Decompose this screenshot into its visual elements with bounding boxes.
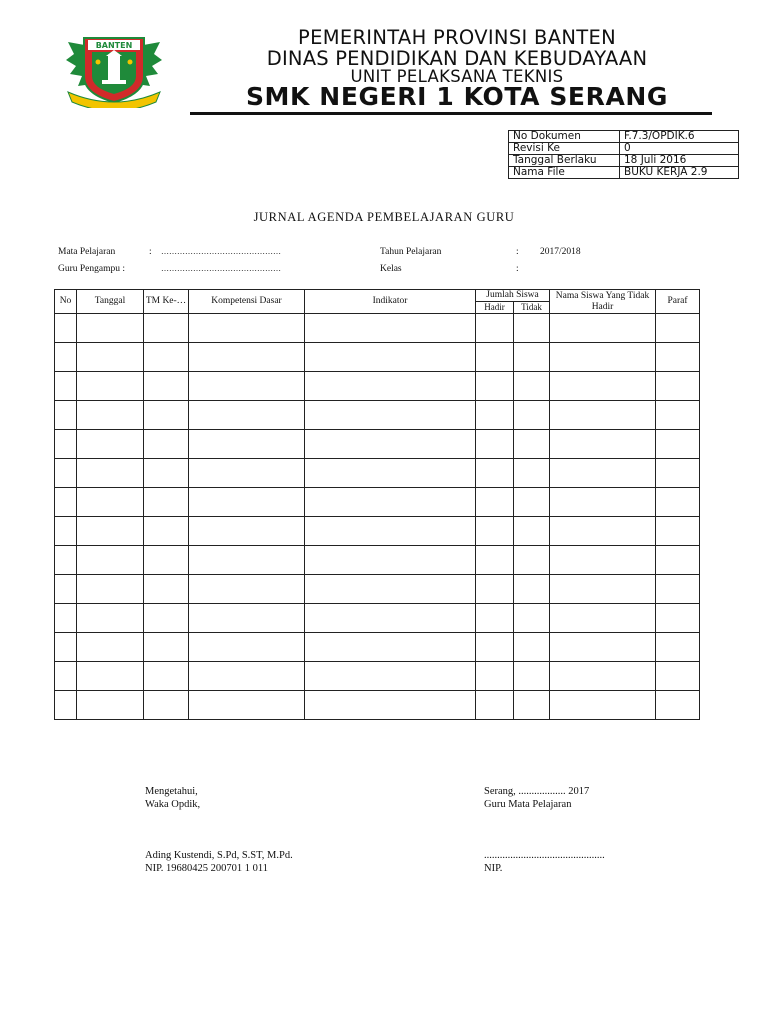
banten-logo (60, 32, 168, 108)
table-row (55, 488, 700, 517)
table-cell (514, 691, 550, 720)
table-row (55, 314, 700, 343)
table-row (55, 575, 700, 604)
signature-left-name: Ading Kustendi, S.Pd, S.ST, M.Pd. (145, 850, 293, 861)
signature-right-name-block (484, 849, 605, 875)
table-cell (656, 488, 700, 517)
table-cell (77, 575, 144, 604)
table-cell (305, 575, 476, 604)
school-name: SMK NEGERI 1 KOTA SERANG (245, 82, 669, 111)
header-tidak: Tidak (514, 302, 550, 314)
table-cell (189, 546, 305, 575)
table-cell (476, 633, 514, 662)
signature-left-line2: Waka Opdik, (145, 799, 201, 810)
mata-pelajaran-label: Mata Pelajaran (58, 247, 116, 257)
doc-info-key: Nama File (509, 167, 620, 179)
table-cell (305, 488, 476, 517)
table-cell (77, 662, 144, 691)
table-cell (144, 633, 189, 662)
header-jumlah-siswa: Jumlah Siswa (476, 290, 550, 302)
table-row (55, 517, 700, 546)
table-cell (144, 662, 189, 691)
table-cell (144, 459, 189, 488)
table-cell (476, 401, 514, 430)
journal-table (54, 289, 700, 720)
header-nama-siswa-tidak-hadir: Nama Siswa Yang Tidak Hadir (550, 290, 656, 314)
logo-label: BANTEN (95, 41, 133, 50)
table-cell (550, 575, 656, 604)
table-cell (550, 662, 656, 691)
table-cell (305, 633, 476, 662)
header-tm-ke: TM Ke-… (144, 290, 189, 314)
table-cell (305, 430, 476, 459)
table-cell (305, 691, 476, 720)
table-cell (550, 343, 656, 372)
table-row (55, 401, 700, 430)
table-cell (514, 430, 550, 459)
table-row (55, 459, 700, 488)
table-cell (476, 546, 514, 575)
table-cell (77, 546, 144, 575)
table-cell (77, 314, 144, 343)
table-cell (189, 691, 305, 720)
table-cell (550, 604, 656, 633)
table-cell (77, 459, 144, 488)
table-cell (189, 662, 305, 691)
guru-pengampu-value: ……………………………………… (161, 264, 281, 273)
table-cell (305, 343, 476, 372)
table-cell (55, 546, 77, 575)
table-cell (55, 517, 77, 546)
table-cell (305, 604, 476, 633)
table-cell (514, 517, 550, 546)
doc-info-value: 0 (620, 143, 739, 155)
table-cell (514, 343, 550, 372)
table-row (55, 372, 700, 401)
signature-left-line1: Mengetahui, (145, 786, 198, 797)
table-cell (656, 662, 700, 691)
table-cell (144, 401, 189, 430)
table-cell (55, 575, 77, 604)
table-cell (305, 401, 476, 430)
doc-info-value: F.7.3/OPDIK.6 (620, 131, 739, 143)
table-cell (550, 517, 656, 546)
kelas-label: Kelas (380, 264, 402, 274)
table-cell (144, 604, 189, 633)
table-cell (189, 459, 305, 488)
table-cell (476, 662, 514, 691)
table-cell (305, 372, 476, 401)
table-header-row (55, 290, 700, 302)
signature-left-nip: NIP. 19680425 200701 1 011 (145, 863, 268, 874)
table-cell (144, 517, 189, 546)
doc-info-row (509, 155, 739, 167)
table-cell (656, 517, 700, 546)
table-cell (144, 546, 189, 575)
table-cell (550, 633, 656, 662)
table-cell (476, 343, 514, 372)
table-row (55, 430, 700, 459)
table-row (55, 343, 700, 372)
mata-pelajaran-sep: : (149, 247, 152, 257)
signature-right-name: .............................................. (484, 850, 605, 861)
header-paraf: Paraf (656, 290, 700, 314)
table-cell (55, 604, 77, 633)
table-cell (514, 662, 550, 691)
signature-right-line2: Guru Mata Pelajaran (484, 799, 572, 810)
table-cell (656, 401, 700, 430)
table-cell (77, 517, 144, 546)
table-cell (77, 633, 144, 662)
letterhead-line-2: DINAS PENDIDIKAN DAN KEBUDAYAAN (266, 47, 648, 70)
table-cell (514, 604, 550, 633)
table-cell (305, 459, 476, 488)
table-cell (189, 575, 305, 604)
table-cell (144, 575, 189, 604)
table-row (55, 662, 700, 691)
tahun-pelajaran-sep: : (516, 247, 519, 257)
table-cell (514, 314, 550, 343)
table-cell (144, 691, 189, 720)
table-cell (189, 633, 305, 662)
letterhead-rule (190, 112, 712, 115)
table-cell (144, 430, 189, 459)
table-cell (550, 401, 656, 430)
table-cell (144, 343, 189, 372)
table-cell (656, 314, 700, 343)
signature-left-block (145, 785, 200, 811)
table-cell (144, 372, 189, 401)
table-cell (55, 401, 77, 430)
table-cell (476, 517, 514, 546)
tahun-pelajaran-value: 2017/2018 (540, 247, 581, 257)
table-cell (189, 604, 305, 633)
table-cell (77, 343, 144, 372)
table-cell (77, 604, 144, 633)
table-cell (189, 343, 305, 372)
letterhead-line-1: PEMERINTAH PROVINSI BANTEN (298, 26, 616, 49)
table-cell (476, 430, 514, 459)
table-cell (550, 691, 656, 720)
table-cell (656, 430, 700, 459)
table-cell (476, 459, 514, 488)
table-cell (656, 575, 700, 604)
doc-info-key: No Dokumen (509, 131, 620, 143)
doc-info-value: BUKU KERJA 2.9 (620, 167, 739, 179)
table-cell (189, 372, 305, 401)
table-cell (77, 488, 144, 517)
header-no: No (55, 290, 77, 314)
doc-info-row (509, 143, 739, 155)
table-cell (189, 517, 305, 546)
table-cell (656, 343, 700, 372)
table-cell (656, 604, 700, 633)
doc-info-value: 18 Juli 2016 (620, 155, 739, 167)
table-cell (305, 662, 476, 691)
table-cell (514, 575, 550, 604)
table-cell (55, 488, 77, 517)
table-row (55, 546, 700, 575)
table-cell (550, 488, 656, 517)
table-row (55, 691, 700, 720)
table-cell (656, 691, 700, 720)
table-cell (656, 633, 700, 662)
table-cell (550, 430, 656, 459)
table-cell (77, 372, 144, 401)
table-cell (77, 430, 144, 459)
header-tanggal: Tanggal (77, 290, 144, 314)
table-cell (55, 372, 77, 401)
table-cell (144, 314, 189, 343)
table-cell (189, 401, 305, 430)
signature-right-line1: Serang, .................. 2017 (484, 786, 590, 797)
table-cell (550, 459, 656, 488)
table-cell (656, 459, 700, 488)
journal-table-body (55, 314, 700, 720)
table-cell (550, 546, 656, 575)
table-cell (55, 691, 77, 720)
header-hadir: Hadir (476, 302, 514, 314)
table-cell (656, 372, 700, 401)
header-kompetensi-dasar: Kompetensi Dasar (189, 290, 305, 314)
table-cell (77, 401, 144, 430)
table-cell (514, 633, 550, 662)
table-cell (476, 575, 514, 604)
header-indikator: Indikator (305, 290, 476, 314)
table-cell (550, 314, 656, 343)
kelas-sep: : (516, 264, 519, 274)
table-cell (656, 546, 700, 575)
table-cell (55, 314, 77, 343)
letterhead-line-3: UNIT PELAKSANA TEKNIS (350, 67, 564, 86)
table-cell (77, 691, 144, 720)
signature-right-nip: NIP. (484, 863, 503, 874)
table-cell (305, 314, 476, 343)
doc-info-key: Tanggal Berlaku (509, 155, 620, 167)
table-cell (514, 401, 550, 430)
signature-left-name-block (145, 849, 293, 875)
table-cell (514, 546, 550, 575)
table-cell (476, 691, 514, 720)
table-cell (55, 662, 77, 691)
table-cell (476, 372, 514, 401)
document-info-table (508, 130, 739, 179)
table-cell (189, 430, 305, 459)
document-title: JURNAL AGENDA PEMBELAJARAN GURU (253, 210, 515, 224)
table-cell (305, 517, 476, 546)
table-cell (55, 459, 77, 488)
tahun-pelajaran-label: Tahun Pelajaran (380, 247, 442, 257)
table-cell (55, 343, 77, 372)
table-cell (144, 488, 189, 517)
guru-pengampu-label: Guru Pengampu : (58, 264, 126, 274)
doc-info-key: Revisi Ke (509, 143, 620, 155)
table-cell (476, 488, 514, 517)
doc-info-row (509, 131, 739, 143)
table-cell (476, 604, 514, 633)
table-cell (305, 546, 476, 575)
table-cell (189, 314, 305, 343)
table-cell (514, 459, 550, 488)
table-cell (189, 488, 305, 517)
table-cell (476, 314, 514, 343)
table-cell (55, 633, 77, 662)
doc-info-row (509, 167, 739, 179)
mata-pelajaran-value: ……………………………………… (161, 247, 281, 256)
table-row (55, 633, 700, 662)
signature-right-block (484, 785, 589, 811)
table-cell (55, 430, 77, 459)
table-cell (514, 372, 550, 401)
table-row (55, 604, 700, 633)
table-cell (514, 488, 550, 517)
table-cell (550, 372, 656, 401)
